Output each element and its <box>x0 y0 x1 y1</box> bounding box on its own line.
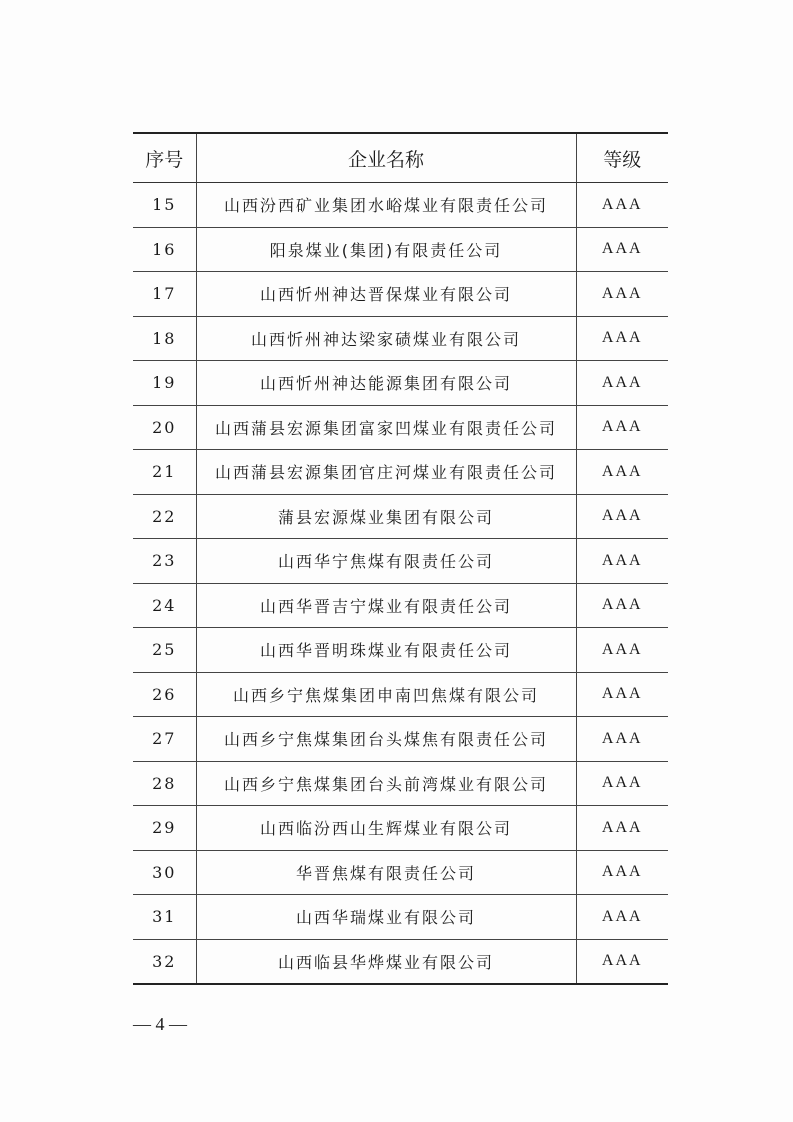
row-number: 17 <box>133 272 196 317</box>
page-number: — 4 — <box>133 1014 187 1034</box>
row-number: 19 <box>133 361 196 406</box>
enterprise-name: 山西忻州神达能源集团有限公司 <box>196 361 576 406</box>
table-row <box>133 717 668 762</box>
header-row <box>133 133 668 183</box>
enterprise-name: 山西蒲县宏源集团富家凹煤业有限责任公司 <box>196 405 576 450</box>
enterprise-name: 山西乡宁焦煤集团申南凹焦煤有限公司 <box>196 672 576 717</box>
grade-value: AAA <box>576 539 668 584</box>
enterprise-name: 山西乡宁焦煤集团台头前湾煤业有限公司 <box>196 761 576 806</box>
grade-value: AAA <box>576 361 668 406</box>
grade-value: AAA <box>576 761 668 806</box>
row-number: 25 <box>133 628 196 673</box>
enterprise-grade-table <box>133 132 668 985</box>
enterprise-name: 山西乡宁焦煤集团台头煤焦有限责任公司 <box>196 717 576 762</box>
grade-value: AAA <box>576 183 668 228</box>
table-row <box>133 850 668 895</box>
row-number: 26 <box>133 672 196 717</box>
table-body <box>133 183 668 985</box>
row-number: 23 <box>133 539 196 584</box>
table-row <box>133 316 668 361</box>
enterprise-name: 山西华宁焦煤有限责任公司 <box>196 539 576 584</box>
table-header <box>133 133 668 183</box>
grade-value: AAA <box>576 316 668 361</box>
grade-value: AAA <box>576 672 668 717</box>
enterprise-name: 山西华瑞煤业有限公司 <box>196 895 576 940</box>
grade-value: AAA <box>576 939 668 984</box>
table-row <box>133 539 668 584</box>
row-number: 32 <box>133 939 196 984</box>
row-number: 24 <box>133 583 196 628</box>
enterprise-name: 山西临汾西山生辉煤业有限公司 <box>196 806 576 851</box>
header-number: 序号 <box>133 133 196 183</box>
row-number: 31 <box>133 895 196 940</box>
table-row <box>133 494 668 539</box>
enterprise-name: 阳泉煤业(集团)有限责任公司 <box>196 227 576 272</box>
table-row <box>133 895 668 940</box>
enterprise-name: 山西临县华烨煤业有限公司 <box>196 939 576 984</box>
row-number: 27 <box>133 717 196 762</box>
row-number: 16 <box>133 227 196 272</box>
table-row <box>133 628 668 673</box>
table-row <box>133 227 668 272</box>
row-number: 15 <box>133 183 196 228</box>
grade-value: AAA <box>576 806 668 851</box>
row-number: 21 <box>133 450 196 495</box>
table-row <box>133 183 668 228</box>
grade-value: AAA <box>576 850 668 895</box>
enterprise-name: 华晋焦煤有限责任公司 <box>196 850 576 895</box>
header-grade: 等级 <box>576 133 668 183</box>
row-number: 28 <box>133 761 196 806</box>
grade-value: AAA <box>576 717 668 762</box>
enterprise-name: 山西华晋吉宁煤业有限责任公司 <box>196 583 576 628</box>
table-row <box>133 672 668 717</box>
grade-value: AAA <box>576 583 668 628</box>
table-row <box>133 761 668 806</box>
row-number: 30 <box>133 850 196 895</box>
row-number: 18 <box>133 316 196 361</box>
table-row <box>133 272 668 317</box>
grade-value: AAA <box>576 227 668 272</box>
enterprise-name: 山西华晋明珠煤业有限责任公司 <box>196 628 576 673</box>
enterprise-name: 山西忻州神达梁家碛煤业有限公司 <box>196 316 576 361</box>
table-row <box>133 939 668 984</box>
grade-value: AAA <box>576 895 668 940</box>
enterprise-name: 山西忻州神达晋保煤业有限公司 <box>196 272 576 317</box>
table-row <box>133 450 668 495</box>
grade-value: AAA <box>576 628 668 673</box>
row-number: 29 <box>133 806 196 851</box>
enterprise-name: 山西蒲县宏源集团官庄河煤业有限责任公司 <box>196 450 576 495</box>
table-row <box>133 405 668 450</box>
enterprise-name: 山西汾西矿业集团水峪煤业有限责任公司 <box>196 183 576 228</box>
grade-value: AAA <box>576 272 668 317</box>
grade-value: AAA <box>576 494 668 539</box>
table-row <box>133 361 668 406</box>
header-enterprise-name: 企业名称 <box>196 133 576 183</box>
enterprise-name: 蒲县宏源煤业集团有限公司 <box>196 494 576 539</box>
grade-value: AAA <box>576 450 668 495</box>
row-number: 20 <box>133 405 196 450</box>
grade-value: AAA <box>576 405 668 450</box>
table-row <box>133 806 668 851</box>
row-number: 22 <box>133 494 196 539</box>
table-row <box>133 583 668 628</box>
